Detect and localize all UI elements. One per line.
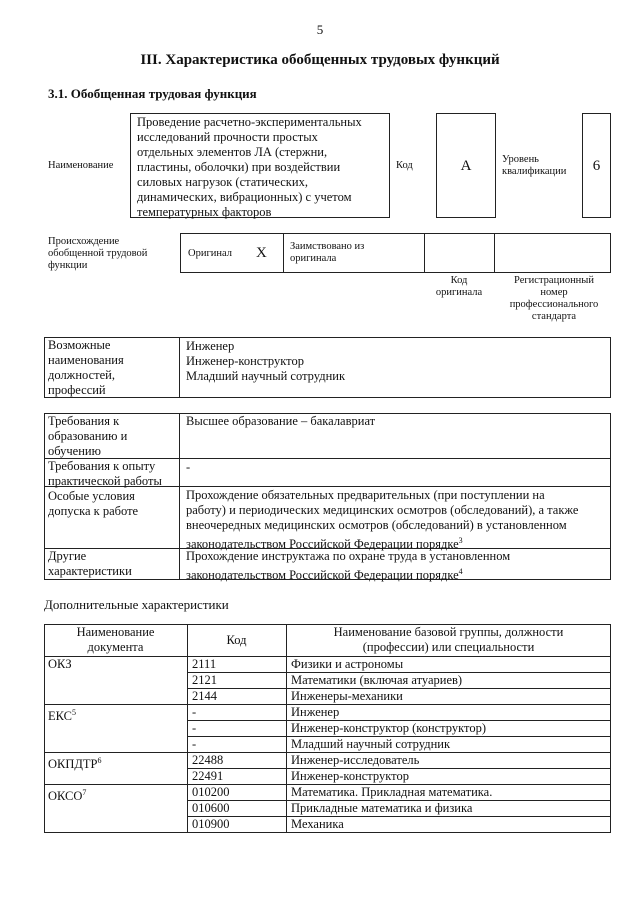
- reg-number-label: Регистрационный номер профессионального стандарта: [509, 275, 599, 322]
- col-header-name: Наименование базовой группы, должности (профессии) или специальности: [333, 625, 564, 654]
- original-mark: X: [256, 245, 267, 261]
- table-row-name: Инженеры-механики: [291, 689, 403, 703]
- table-row-name: Математики (включая атуариев): [291, 673, 463, 687]
- section-title: III. Характеристика обобщенных трудовых функций: [140, 52, 500, 68]
- table-row-name: Физики и астрономы: [291, 657, 404, 671]
- footnote-7: 7: [82, 788, 87, 797]
- req-special-value: Прохождение обязательных предварительных (при поступлении на работу) и периодических медицинских осмотров (обследований), а также внеочередных медицинских осмотров (обследований) в установленном законодательством Российской Федерации порядке: [186, 488, 579, 552]
- level-value-box: [582, 113, 611, 218]
- footnote-3: 3: [458, 536, 463, 545]
- req-education-label: Требования к образованию и обучению: [48, 414, 128, 458]
- req-education-value: Высшее образование – бакалавриат: [186, 414, 376, 428]
- code-label: Код: [396, 160, 413, 171]
- original-label: Оригинал: [188, 248, 232, 259]
- level-value: 6: [592, 158, 601, 174]
- code-value-box: [436, 113, 496, 218]
- col-header-code: Код: [226, 633, 247, 647]
- doc-okz: ОКЗ: [48, 657, 72, 671]
- footnote-6: 6: [97, 756, 102, 765]
- table-row-code: -: [192, 737, 197, 751]
- code-original-label: Код оригинала: [435, 275, 483, 298]
- name-label: Наименование: [48, 160, 114, 171]
- footnote-4: 4: [458, 567, 463, 576]
- level-label: Уровень квалификации: [502, 154, 567, 177]
- req-experience-label: Требования к опыту практической работы: [48, 459, 162, 488]
- req-special-label: Особые условия допуска к работе: [48, 489, 139, 518]
- table-row-code: -: [192, 705, 197, 719]
- table-row-name: Механика: [291, 817, 344, 831]
- positions-label: Возможные наименования должностей, профессий: [48, 338, 124, 397]
- origin-table: [180, 233, 611, 273]
- code-value: А: [460, 158, 472, 174]
- origin-label: Происхождение обобщенной трудовой функции: [48, 236, 148, 271]
- table-row-code: 2144: [192, 689, 217, 703]
- table-row-name: Инженер: [291, 705, 340, 719]
- doc-okpdtr-wrap: [48, 753, 102, 772]
- table-row-code: -: [192, 721, 197, 735]
- doc-okso-wrap: [48, 785, 86, 804]
- table-row-name: Инженер-конструктор: [291, 769, 409, 783]
- table-row-name: Младший научный сотрудник: [291, 737, 451, 751]
- col-header-document: Наименование документа: [76, 625, 155, 654]
- req-other-label: Другие характеристики: [48, 549, 132, 578]
- table-row-code: 22488: [192, 753, 224, 767]
- table-row-name: Прикладные математика и физика: [291, 801, 473, 815]
- footnote-5: 5: [72, 708, 76, 717]
- table-row-code: 010200: [192, 785, 230, 799]
- doc-okso: ОКСО: [48, 789, 83, 804]
- table-row-code: 22491: [192, 769, 224, 783]
- req-experience-value: -: [186, 460, 191, 474]
- table-row-name: Инженер-исследователь: [291, 753, 420, 767]
- req-special-value-wrap: [186, 488, 578, 552]
- page-number: 5: [316, 22, 324, 37]
- positions-value: Инженер Инженер-конструктор Младший научный сотрудник: [186, 339, 346, 383]
- table-row-name: Инженер-конструктор (конструктор): [291, 721, 487, 735]
- table-row-code: 2111: [192, 657, 217, 671]
- name-value-box: [130, 113, 390, 218]
- doc-okpdtr: ОКПДТР: [48, 757, 98, 772]
- borrowed-label: Заимствовано из оригинала: [290, 241, 365, 264]
- table-row-code: 010600: [192, 801, 230, 815]
- req-other-value-wrap: [186, 549, 510, 583]
- additional-title: Дополнительные характеристики: [44, 597, 229, 612]
- table-row-code: 010900: [192, 817, 230, 831]
- req-other-value: Прохождение инструктажа по охране труда в установленном законодательством Российской Федерации порядке: [186, 549, 511, 583]
- table-row-code: 2121: [192, 673, 217, 687]
- name-value: Проведение расчетно-экспериментальных исследований прочности простых отдельных элементов ЛА (стержни, пластины, оболочки) при воздействии силовых нагрузок (статических, динамических, вибрационных) с учетом температурных факторов: [137, 115, 362, 219]
- doc-eks-wrap: [48, 705, 76, 724]
- subsection-title: 3.1. Обобщенная трудовая функция: [48, 86, 257, 101]
- table-row-name: Математика. Прикладная математика.: [291, 785, 493, 799]
- doc-eks: ЕКС: [48, 709, 72, 724]
